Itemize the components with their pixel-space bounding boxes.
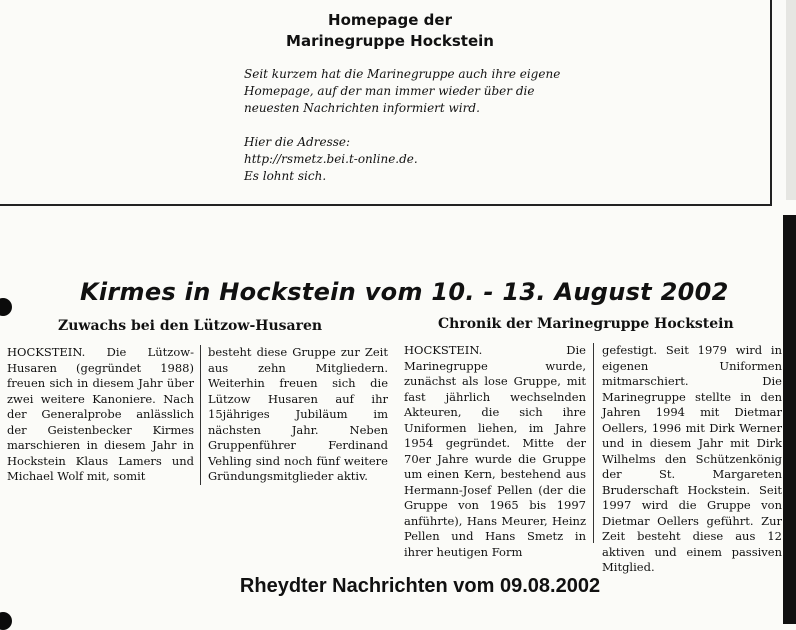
punch-hole-icon — [0, 298, 12, 316]
homepage-address-label: Hier die Adresse: — [244, 135, 351, 149]
article2-column1: HOCKSTEIN. Die Marinegruppe wurde, zunächst als lose Gruppe, mit fast jährlich wechselnden Akteuren, die sich ihre Uniformen liehen, im Jahre 1954 gegründet. Mitte der 70er Jahre wurde die Gruppe um einen Kern, bestehend aus Hermann-Josef Pellen (der die Gruppe von 1965 bis 1997 anführte), Hans Meurer, Heinz Pellen und Hans Smetz in ihrer heutigen Form — [404, 343, 586, 559]
article1-subheading: Zuwachs bei den Lützow-Husaren — [58, 318, 323, 334]
scan-edge-right — [783, 215, 796, 624]
article1-column1: HOCKSTEIN. Die Lützow-Husaren (gegründet 1988) freuen sich in diesem Jahr über zwei weitere Kanoniere. Nach der Generalprobe anlässlich der Geistenbecker Kirmes marschieren in diesem Jahr in Hockstein Klaus Lamers und Michael Wolf mit, somit — [7, 345, 194, 483]
homepage-title-line2: Marinegruppe Hockstein — [286, 32, 494, 50]
homepage-title — [230, 10, 550, 52]
homepage-closing: Es lohnt sich. — [244, 169, 327, 183]
homepage-address-link[interactable]: http://rsmetz.bei.t-online.de. — [244, 152, 418, 166]
column-divider — [200, 345, 201, 485]
article1-column2: besteht diese Gruppe zur Zeit aus zehn Mitgliedern. Weiterhin freuen sich die Lützow Husaren auf ihr 15jähriges Jubiläum im nächsten Jahr. Neben Gruppenführer Ferdinand Vehling sind noch fünf weitere Gründungsmitglieder aktiv. — [208, 345, 388, 483]
homepage-body — [244, 66, 574, 185]
main-headline: Kirmes in Hockstein vom 10. - 13. August 2002 — [80, 278, 729, 306]
article2-column2: gefestigt. Seit 1979 wird in eigenen Uniformen mitmarschiert. Die Marinegruppe stellte in den Jahren 1994 mit Dietmar Oellers, 1996 mit Dirk Werner und in diesem Jahr mit Dirk Wilhelms den Schützenkönig der St. Margareten Bruderschaft Hockstein. Seit 1997 wird die Gruppe von Dietmar Oellers geführt. Zur Zeit besteht diese aus 12 aktiven und einem passiven Mitglied. — [602, 343, 782, 574]
homepage-paragraph: Seit kurzem hat die Marinegruppe auch ihre eigene Homepage, auf der man immer wieder über die neuesten Nachrichten informiert wird. — [244, 67, 561, 115]
source-line: Rheydter Nachrichten vom 09.08.2002 — [239, 575, 601, 597]
punch-hole-icon — [0, 612, 12, 630]
scan-edge-top — [786, 0, 796, 200]
homepage-title-line1: Homepage der — [328, 11, 452, 29]
article2-subheading: Chronik der Marinegruppe Hockstein — [438, 316, 734, 332]
column-divider — [593, 343, 594, 543]
